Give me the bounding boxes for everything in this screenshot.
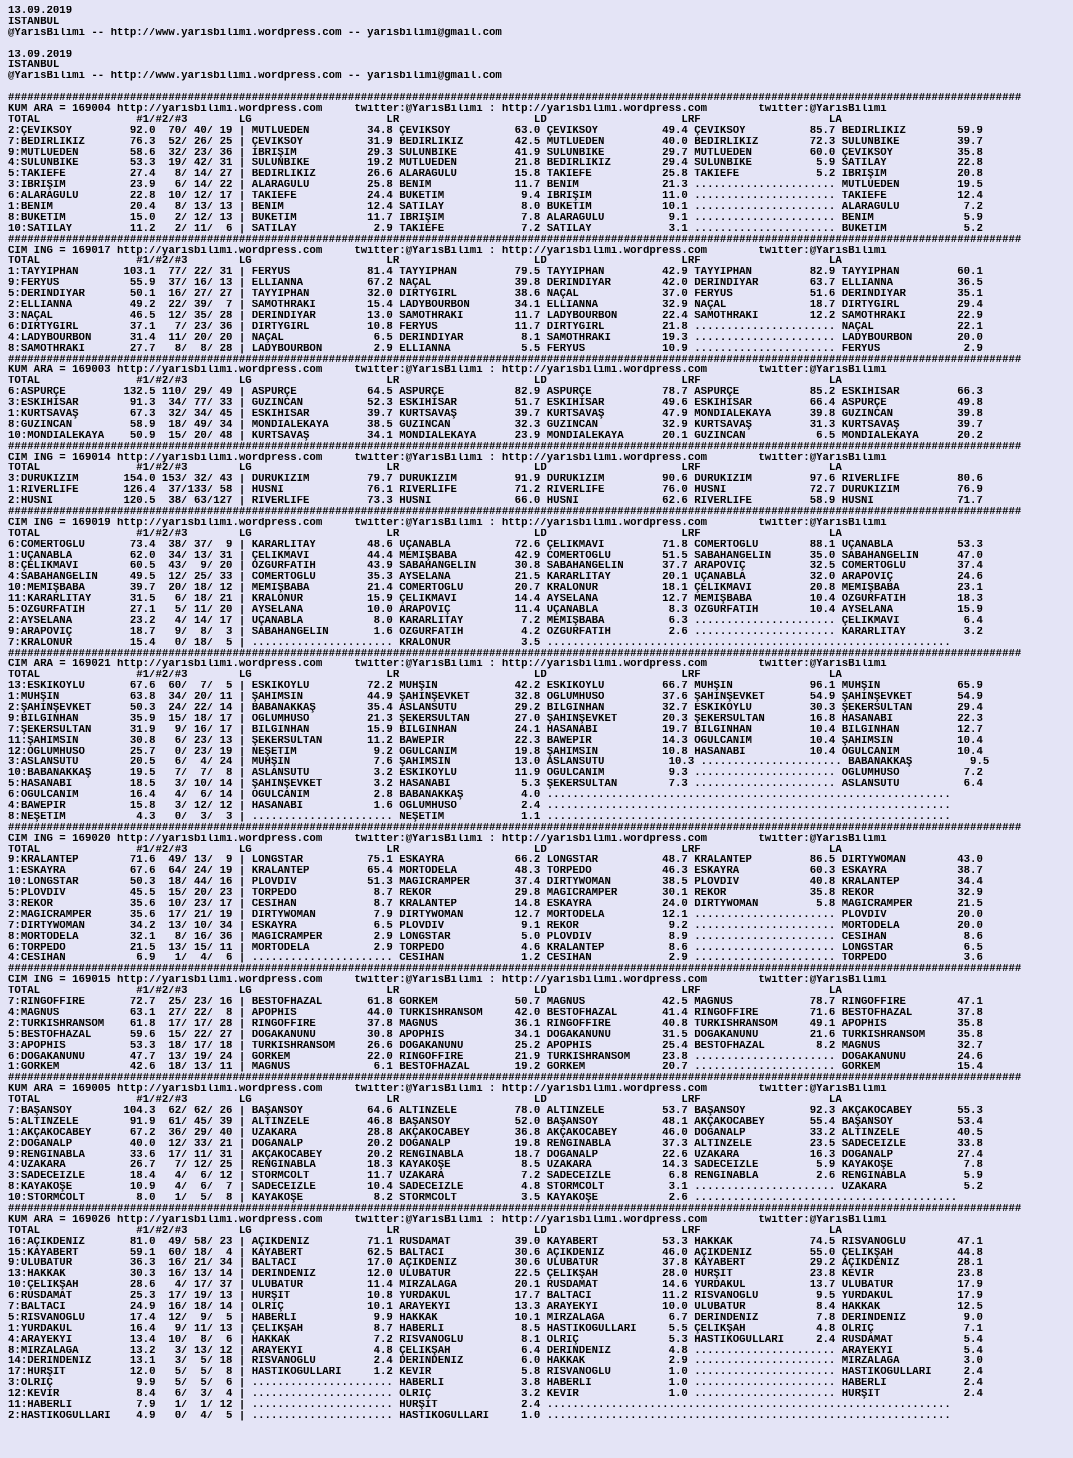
report-line: 10:STORMCOLT 8.0 1/ 5/ 8 | KAYAKOŞE 8.2 STORMCOLT 3.5 KAYAKOŞE 2.6 ......................................... bbox=[8, 1193, 958, 1204]
report-line: 6:ASPURÇE 132.5 110/ 29/ 49 | ASPURÇE 64.5 ASPURÇE 82.9 ASPURÇE 78.7 ASPURÇE 85.2 ESKİHİSAR 66.3 bbox=[8, 387, 983, 399]
report-line: 1:YURDAKUL 16.4 9/ 11/ 13 | ÇELİKŞAH 8.7 HABERLİ 8.5 HASTİKOGULLARI 5.5 ÇELİKŞAH 4.8 OLRİÇ 7.1 bbox=[8, 1323, 983, 1335]
report-line: CIM ARA = 169021 http://yarisbilimi.wordpress.com twitter:@YarisBilimi : http://yarisbilimi.wordpress.com twitter:@YarisBilimi bbox=[8, 659, 887, 671]
report-line: 9:ARAPOVİÇ 18.7 9/ 8/ 3 | SABAHANGELİN 1.6 ÖZGURFATİH 4.2 ÖZGURFATİH 2.6 ...................... KARARLITAY 3.2 bbox=[8, 626, 983, 638]
report-line: 17:HURŞİT 12.0 5/ 5/ 8 | HASTİKOGULLARI 1.2 KEVİR 5.8 RİSVANOĞLU 1.0 ...................... HASTİKOĞULLARI 2.4 bbox=[8, 1367, 983, 1379]
report-line: 4:UZAKARA 26.7 7/ 12/ 25 | RENGİNABLA 18.3 KAYAKOŞE 8.5 UZAKARA 14.3 SADECEİZLE 5.9 KAYAKOŞE 7.8 bbox=[8, 1160, 983, 1172]
report-line: ISTANBUL bbox=[8, 16, 60, 28]
report-line: 1:UÇANABLA 62.0 34/ 13/ 31 | ÇELİKMAVİ 44.4 MEMİŞBABA 42.9 CÖMERTOĞLU 51.5 SABAHANGELİN 35.0 SABAHANGELİN 47.0 bbox=[8, 550, 983, 562]
report-line: 9:KRALANTEP 71.6 49/ 13/ 9 | LONGSTAR 75.1 ESKAYRA 66.2 LONGSTAR 48.7 KRALANTEP 86.5 DİRTYWOMAN 43.0 bbox=[8, 855, 983, 867]
report-line: 2:MAGİCRAMPER 35.6 17/ 21/ 19 | DİRTYWOMAN 7.9 DİRTYWOMAN 12.7 MORTODELA 12.1 ...................... PLOVDİV 20.0 bbox=[8, 909, 983, 921]
report-line: 13:HAKKAK 30.3 16/ 13/ 14 | DERİNDENİZ 12.0 ULUBATUR 22.5 ÇELİKŞAH 28.0 HURŞİT 23.8 KEVİR 23.8 bbox=[8, 1269, 983, 1281]
report-line: CIM ING = 169020 http://yarisbilimi.wordpress.com twitter:@YarisBilimi : http://yarisbilimi.wordpress.com twitter:@YarisBilimi bbox=[8, 833, 887, 845]
report-line: 15:KAYABERT 59.1 60/ 18/ 4 | KAYABERT 62.5 BALTACI 30.6 AÇIKDENİZ 46.0 AÇIKDENİZ 55.0 ÇELİKŞAH 44.8 bbox=[8, 1247, 983, 1259]
report-line: 2:AYSELANA 23.2 4/ 14/ 17 | UÇANABLA 8.0 KARARLITAY 7.2 MEMİŞBABA 6.3 ...................... ÇELİKMAVİ 6.4 bbox=[8, 615, 983, 627]
report-line: 5:DERİNDİYAR 50.1 16/ 27/ 27 | TAYYİPHAN 32.0 DİRTYGİRL 38.6 NAÇAL 37.0 FERYUS 51.6 DERİNDİYAR 35.1 bbox=[8, 289, 983, 301]
report-line: 6:DİRTYGİRL 37.1 7/ 23/ 36 | DİRTYGİRL 10.8 FERYUS 11.7 DİRTYGİRL 21.8 ...................... NAÇAL 22.1 bbox=[8, 321, 983, 333]
report-line: TOTAL #1/#2/#3 LG LR LD LRF LA bbox=[8, 528, 842, 540]
report-line: @YarisBilimi -- http://www.yarisbilimi.wordpress.com -- yarisbilimi@gmail.com bbox=[8, 27, 502, 39]
report-line: 8:ÇELİKMAVİ 60.5 43/ 9/ 20 | ÖZGURFATİH 43.9 SABAHANGELİN 30.8 SABAHANGELİN 37.7 ARAPOVİÇ 32.5 CÖMERTOĞLU 37.4 bbox=[8, 561, 983, 573]
report-line: 2:HÜSNİ 120.5 38/ 63/127 | RİVERLİFE 73.3 HÜSNİ 66.0 HÜSNİ 62.6 RİVERLİFE 58.9 HÜSNİ 71.7 bbox=[8, 496, 983, 507]
report-line: 11:KARARLITAY 31.5 6/ 18/ 21 | KRALONUR 15.9 ÇELİKMAVİ 14.4 AYSELANA 12.7 MEMİŞBABA 10.4 ÖZGURFATİH 18.3 bbox=[8, 594, 983, 605]
report-line: KUM ARA = 169003 http://yarisbilimi.wordpress.com twitter:@YarisBilimi : http://yarisbilimi.wordpress.com twitter:@YarisBilimi bbox=[8, 365, 887, 377]
report-line: 10:ÇELİKŞAH 28.6 4/ 17/ 37 | ULUBATUR 11.4 MİRZALAĞA 20.1 RUSDAMAT 14.6 YURDAKUL 13.7 ULUBATUR 17.9 bbox=[8, 1280, 983, 1292]
report-line: 3:APOPHİS 53.3 18/ 17/ 18 | TURKİSHRANSOM 26.6 DOĞAKANUNU 25.2 APOPHİS 25.4 BESTOFHAZAL 8.2 MAGNUS 32.7 bbox=[8, 1040, 983, 1052]
report-line: 3:NAÇAL 46.5 12/ 35/ 28 | DERİNDİYAR 13.0 SAMOTHRAKİ 11.7 LADYBOURBON 22.4 SAMOTHRAKİ 12.2 SAMOTHRAKİ 22.9 bbox=[8, 310, 983, 322]
separator-line: ############################################################################################################################################################## bbox=[8, 441, 1022, 453]
report-line: KUM ARA = 169004 http://yarisbilimi.wordpress.com twitter:@YarisBilimi : http://yarisbilimi.wordpress.com twitter:@YarisBilimi bbox=[8, 104, 887, 115]
report-line: 4:SABAHANGELİN 49.5 12/ 25/ 33 | CÖMERTOĞLU 35.3 AYSELANA 21.5 KARARLITAY 20.1 UÇANABLA 32.0 ARAPOVİÇ 24.6 bbox=[8, 572, 983, 584]
report-line: TOTAL #1/#2/#3 LG LR LD LRF LA bbox=[8, 670, 842, 682]
report-line: 6:ALARAGULÜ 22.8 10/ 12/ 17 | TAKİEFE 24.4 BUKETİM 9.4 İBRİŞİM 11.0 ...................... TAKİEFE 12.4 bbox=[8, 191, 983, 203]
report-line: 13.09.2019 bbox=[8, 49, 73, 61]
separator-line: ############################################################################################################################################################## bbox=[8, 648, 1022, 660]
report-line: 12:OĞLUMHÜSO 25.7 0/ 23/ 19 | NEŞETİM 9.2 OĞULCANİM 19.8 ŞAHİMSİN 10.8 HASANABİ 10.4 OĞULCANİM 10.4 bbox=[8, 746, 983, 758]
report-line: 5:RİSVANOĞLU 17.4 12/ 9/ 5 | HABERLİ 9.9 HAKKAK 10.1 MİRZALAĞA 6.7 DERİNDENİZ 7.8 DERİNDENİZ 9.0 bbox=[8, 1312, 983, 1324]
report-line bbox=[8, 82, 1073, 93]
report-line: TOTAL #1/#2/#3 LG LR LD LRF LA bbox=[8, 376, 842, 388]
report-line: 12:KEVİR 8.4 6/ 3/ 4 | ...................... OLRİÇ 3.2 KEVİR 1.0 ...................... HURŞİT 2.4 bbox=[8, 1389, 983, 1400]
report-line: 2:DOĞANALP 40.0 12/ 33/ 21 | DOĞANALP 20.2 DOĞANALP 19.8 RENGİNABLA 37.3 ALTINZELE 23.5 SADECEİZLE 33.8 bbox=[8, 1138, 983, 1150]
report-line: 6:CÖMERTOĞLU 73.4 38/ 37/ 9 | KARARLITAY 48.6 UÇANABLA 72.6 ÇELİKMAVİ 71.8 CÖMERTOĞLU 88.1 UÇANABLA 53.3 bbox=[8, 539, 983, 551]
report-line: 1:AKÇAKOCABEY 67.2 36/ 29/ 40 | UZAKARA 28.8 AKÇAKOCABEY 36.8 AKÇAKOCABEY 46.0 DOĞANALP 33.2 ALTINZELE 40.5 bbox=[8, 1127, 983, 1139]
separator-line: ############################################################################################################################################################## bbox=[8, 234, 1022, 246]
report-line: 5:ÖZGURFATİH 27.1 5/ 11/ 20 | AYSELANA 10.0 ARAPOVİÇ 11.4 UÇANABLA 8.3 ÖZGURFATİH 10.4 AYSELANA 15.9 bbox=[8, 604, 983, 616]
report-line: CIM ING = 169019 http://yarisbilimi.wordpress.com twitter:@YarisBilimi : http://yarisbilimi.wordpress.com twitter:@YarisBilimi bbox=[8, 517, 887, 529]
report-line: 3:İBRİŞİM 23.9 6/ 14/ 22 | ALARAGULÜ 25.8 BENİM 11.7 BENİM 21.3 ...................... MUTLUEDEN 19.5 bbox=[8, 180, 983, 192]
report-line: 7:BEDİRLİKIZ 76.3 52/ 26/ 25 | ÇEVİKSOY 31.9 BEDİRLİKIZ 42.5 MUTLUEDEN 40.0 BEDİRLİKIZ 72.3 SULUNBIKE 39.7 bbox=[8, 136, 983, 148]
report-line: 4:MAGNUS 63.1 27/ 22/ 8 | APOPHİS 44.0 TURKİSHRANSOM 42.0 BESTOFHAZAL 41.4 RİNGOFFİRE 71.6 BESTOFHAZAL 37.8 bbox=[8, 1007, 983, 1019]
report-line: 2:ÇEVİKSOY 92.0 70/ 40/ 19 | MUTLUEDEN 34.8 ÇEVİKSOY 63.0 ÇEVİKSOY 49.4 ÇEVİKSOY 85.7 BEDİRLİKIZ 59.9 bbox=[8, 125, 983, 137]
report-line: 8:MİRZALAĞA 13.2 3/ 13/ 12 | ARAYEKYİ 4.8 ÇELİKŞAH 6.4 DERİNDENİZ 4.8 ...................... ARAYEKYİ 5.4 bbox=[8, 1345, 983, 1357]
report-line: 6:TORPEDO 21.5 13/ 15/ 11 | MORTODELA 2.9 TORPEDO 4.6 KRALANTEP 8.6 ...................... LONGSTAR 6.5 bbox=[8, 942, 983, 954]
report-line: 7:BAŞANSOY 104.3 62/ 62/ 26 | BAŞANSOY 64.6 ALTINZELE 78.0 ALTINZELE 53.7 BAŞANSOY 92.3 AKÇAKOCABEY 55.3 bbox=[8, 1105, 983, 1117]
report-line: 10:MONDİALEKAYA 50.9 15/ 20/ 48 | KURTSAVAŞ 34.1 MONDİALEKAYA 23.9 MONDİALEKAYA 20.1 GÜZİNCAN 6.5 MONDİALEKAYA 20.2 bbox=[8, 430, 983, 442]
report-line: 2:ŞAHİNŞEVKET 50.3 24/ 22/ 14 | BABANAKKAŞ 35.4 ASLANSÜTÜ 29.2 BİLGİNHAN 32.7 ESKİKÖYLÜ 30.3 ŞEKERSULTAN 29.4 bbox=[8, 703, 983, 714]
report-line: KUM ARA = 169005 http://yarisbilimi.wordpress.com twitter:@YarisBilimi : http://yarisbilimi.wordpress.com twitter:@YarisBilimi bbox=[8, 1084, 887, 1096]
report-line: 3:ESKİHİSAR 91.3 34/ 77/ 33 | GÜZİNCAN 52.3 ESKİHİSAR 51.7 ESKİHİSAR 49.6 ESKİHİSAR 66.4 ASPURÇE 49.8 bbox=[8, 398, 983, 409]
report-line: 7:DİRTYWOMAN 34.2 13/ 10/ 34 | ESKAYRA 6.5 PLOVDİV 9.1 REKOR 9.2 ...................... MORTODELA 20.0 bbox=[8, 920, 983, 932]
report-line: TOTAL #1/#2/#3 LG LR LD LRF LA bbox=[8, 256, 842, 268]
report-line: 4:SULUNBIKE 53.3 19/ 42/ 31 | SULUNBIKE 19.2 MUTLUEDEN 21.8 BEDİRLİKIZ 29.4 SULUNBIKE 5.9 SATILAY 22.8 bbox=[8, 158, 983, 170]
report-line: 5:TAKİEFE 27.4 8/ 14/ 27 | BEDİRLİKIZ 26.6 ALARAGULÜ 15.8 TAKİEFE 25.8 TAKİEFE 5.2 İBRİŞİM 20.8 bbox=[8, 169, 983, 181]
report-line: 9:ULUBATUR 36.3 16/ 21/ 34 | BALTACI 17.0 AÇIKDENİZ 30.6 ULUBATUR 37.8 KAYABERT 29.2 AÇIKDENİZ 28.1 bbox=[8, 1258, 983, 1270]
report-line: 3:REKOR 35.6 10/ 23/ 17 | CESİHAN 8.7 KRALANTEP 14.8 ESKAYRA 24.0 DİRTYWOMAN 5.8 MAGİCRAMPER 21.5 bbox=[8, 899, 983, 910]
report-line: TOTAL #1/#2/#3 LG LR LD LRF LA bbox=[8, 1225, 842, 1237]
report-line: 10:SATILAY 11.2 2/ 11/ 6 | SATILAY 2.9 TAKİEFE 7.2 SATILAY 3.1 ...................... BUKETİM 5.2 bbox=[8, 223, 983, 235]
report-line: 4:LADYBOURBON 31.4 11/ 20/ 20 | NAÇAL 6.5 DERİNDİYAR 8.1 SAMOTHRAKİ 19.3 ...................... LADYBOURBON 20.0 bbox=[8, 332, 983, 344]
report-line: 2:ELLİANNA 49.2 22/ 39/ 7 | SAMOTHRAKİ 15.4 LADYBOURBON 34.1 ELLİANNA 32.9 NAÇAL 18.7 DİRTYGİRL 29.4 bbox=[8, 300, 983, 311]
report-line bbox=[8, 39, 1073, 50]
report-line: 4:ARAYEKYİ 13.4 10/ 8/ 6 | HAKKAK 7.2 RİSVANOĞLU 8.1 OLRİÇ 5.3 HASTİKOĞULLARI 2.4 RUSDAMAT 5.4 bbox=[8, 1334, 983, 1346]
report-line: 14:DERİNDENİZ 13.1 3/ 5/ 18 | RİSVANOĞLU 2.4 DERİNDENİZ 6.0 HAKKAK 2.9 ...................... MİRZALAĞA 3.0 bbox=[8, 1356, 983, 1368]
report-line: 1:GÖRKEM 42.6 18/ 13/ 11 | MAGNUS 6.1 BESTOFHAZAL 19.2 GÖRKEM 20.7 ...................... GÖRKEM 15.4 bbox=[8, 1062, 983, 1074]
report-line: TOTAL #1/#2/#3 LG LR LD LRF LA bbox=[8, 114, 842, 126]
report-line: 10:MEMİŞBABA 39.7 20/ 18/ 12 | MEMİŞBABA 21.4 CÖMERTOĞLU 20.7 KRALONUR 18.1 ÇELİKMAVİ 20.8 MEMİŞBABA 23.1 bbox=[8, 583, 983, 595]
separator-line: ############################################################################################################################################################## bbox=[8, 1203, 1022, 1215]
report-line: CIM ING = 169015 http://yarisbilimi.wordpress.com twitter:@YarisBilimi : http://yarisbilimi.wordpress.com twitter:@YarisBilimi bbox=[8, 975, 887, 987]
report-line: 1:RİVERLİFE 126.4 37/133/ 58 | HÜSNİ 76.1 RİVERLİFE 71.2 RİVERLİFE 76.0 HÜSNİ 72.7 DURUKIZIM 76.9 bbox=[8, 485, 983, 497]
report-line: 8:KAYAKOŞE 10.9 4/ 6/ 7 | SADECEİZLE 10.4 SADECEİZLE 4.8 STORMCOLT 3.1 ...................... UZAKARA 5.2 bbox=[8, 1182, 983, 1194]
report-line: CIM ING = 169014 http://yarisbilimi.wordpress.com twitter:@YarisBilimi : http://yarisbilimi.wordpress.com twitter:@YarisBilimi bbox=[8, 452, 887, 464]
report-line: 7:BALTACI 24.9 16/ 18/ 14 | OLRİÇ 10.1 ARAYEKYİ 13.3 ARAYEKYİ 10.0 ULUBATUR 8.4 HAKKAK 12.5 bbox=[8, 1301, 983, 1313]
report-line: ISTANBUL bbox=[8, 60, 60, 72]
separator-line: ############################################################################################################################################################## bbox=[8, 1073, 1022, 1085]
report-line: TOTAL #1/#2/#3 LG LR LD LRF LA bbox=[8, 463, 842, 475]
report-line: 7:KRALONUR 15.4 0/ 18/ 5 | ...................... KRALONUR 3.5 ............................................................... bbox=[8, 637, 951, 649]
report-line: TOTAL #1/#2/#3 LG LR LD LRF LA bbox=[8, 1095, 842, 1106]
report-line: 3:ASLANSÜTÜ 20.5 6/ 4/ 24 | MUHŞİN 7.6 ŞAHİMSİN 13.0 ASLANSÜTÜ 10.3 ...................... BABANAKKAŞ 9.5 bbox=[8, 757, 990, 769]
report-line: 5:ALTINZELE 91.9 61/ 45/ 39 | ALTINZELE 46.8 BAŞANSOY 52.0 BAŞANSOY 48.1 AKÇAKOCABEY 55.4 BAŞANSOY 53.4 bbox=[8, 1116, 983, 1128]
report-line: 1:MUHŞİN 63.8 34/ 20/ 11 | ŞAHİMSİN 44.9 ŞAHİNŞEVKET 32.8 OĞLUMHÜSO 37.6 ŞAHİNŞEVKET 54.9 ŞAHİNŞEVKET 54.9 bbox=[8, 692, 983, 703]
report-line: 3:SADECEİZLE 18.4 4/ 6/ 12 | STORMCOLT 11.7 UZAKARA 7.2 SADECEİZLE 6.8 RENGİNABLA 2.6 RENGİNABLA 5.9 bbox=[8, 1171, 983, 1183]
report-line: 10:LONGSTAR 50.3 18/ 44/ 16 | PLOVDİV 51.3 MAGİCRAMPER 37.4 DİRTYWOMAN 38.5 PLOVDİV 40.8 KRALANTEP 34.4 bbox=[8, 877, 983, 889]
separator-line: ############################################################################################################################################################## bbox=[8, 354, 1022, 366]
report-line: 8:SAMOTHRAKİ 27.7 8/ 8/ 28 | LADYBOURBON 2.9 ELLİANNA 5.5 FERYUS 10.9 ...................... FERYUS 2.9 bbox=[8, 343, 983, 355]
report-line: 10:BABANAKKAŞ 19.5 7/ 7/ 8 | ASLANSÜTÜ 3.2 ESKİKÖYLÜ 11.9 OĞULCANİM 9.3 ...................... OĞLUMHÜSO 7.2 bbox=[8, 768, 983, 780]
report-line: 13:ESKİKÖYLÜ 67.6 60/ 7/ 5 | ESKİKÖYLÜ 72.2 MUHŞİN 42.2 ESKİKÖYLÜ 66.7 MUHŞİN 96.1 MUHŞİN 65.9 bbox=[8, 681, 983, 693]
report-line: 9:RENGİNABLA 33.6 17/ 11/ 31 | AKÇAKOCABEY 20.2 RENGİNABLA 18.7 DOĞANALP 22.6 UZAKARA 16.3 DOĞANALP 27.4 bbox=[8, 1149, 983, 1161]
report-line: 1:KURTSAVAŞ 67.3 32/ 34/ 45 | ESKİHİSAR 39.7 KURTSAVAŞ 39.7 KURTSAVAŞ 47.9 MONDİALEKAYA 39.8 GÜZİNCAN 39.8 bbox=[8, 408, 983, 420]
report-line: 5:HASANABİ 18.5 3/ 10/ 14 | ŞAHİNŞEVKET 3.2 HASANABİ 5.3 ŞEKERSULTAN 7.3 ...................... ASLANSÜTÜ 6.4 bbox=[8, 779, 983, 791]
report-line: 3:OLRİÇ 9.9 5/ 5/ 6 | ...................... HABERLİ 3.8 HABERLİ 1.0 ...................... HABERLİ 2.4 bbox=[8, 1378, 983, 1390]
report-line: 8:MORTODELA 32.1 8/ 16/ 36 | MAGİCRAMPER 2.9 LONGSTAR 5.0 PLOVDİV 8.9 ...................... CESİHAN 8.6 bbox=[8, 931, 983, 943]
separator-line: ############################################################################################################################################################## bbox=[8, 506, 1022, 518]
report-line: 8:BUKETİM 15.0 2/ 12/ 13 | BUKETİM 11.7 İBRİŞİM 7.8 ALARAGULÜ 9.1 ...................... BENİM 5.9 bbox=[8, 212, 983, 224]
report-line: 3:DURUKIZIM 154.0 153/ 32/ 43 | DURUKIZIM 79.7 DURUKIZIM 91.9 DURUKIZIM 90.6 DURUKIZIM 97.6 RİVERLİFE 80.6 bbox=[8, 474, 983, 486]
report-line: 6:OĞULCANİM 16.4 4/ 6/ 14 | OĞULCANİM 2.8 BABANAKKAŞ 4.0 ............................................................... bbox=[8, 790, 951, 802]
report-line: 9:BİLGİNHAN 35.9 15/ 18/ 17 | OĞLUMHÜSO 21.3 ŞEKERSULTAN 27.0 ŞAHİNŞEVKET 20.3 ŞEKERSULTAN 16.8 HASANABİ 22.3 bbox=[8, 713, 983, 725]
separator-line: ############################################################################################################################################################## bbox=[8, 964, 1022, 976]
report-line: TOTAL #1/#2/#3 LG LR LD LRF LA bbox=[8, 844, 842, 856]
report-line: 1:BENİM 20.4 8/ 13/ 13 | BENİM 12.4 SATILAY 8.0 BUKETİM 10.1 ...................... ALARAGULÜ 7.2 bbox=[8, 202, 983, 213]
report-line: 7:ŞEKERSULTAN 31.9 9/ 16/ 17 | BİLGİNHAN 15.9 BİLGİNHAN 24.1 HASANABİ 19.7 BİLGİNHAN 10.4 BİLGİNHAN 12.7 bbox=[8, 724, 983, 736]
report-line: 1:ESKAYRA 67.6 64/ 24/ 19 | KRALANTEP 65.4 MORTODELA 48.3 TORPEDO 46.3 ESKAYRA 60.3 ESKAYRA 38.7 bbox=[8, 866, 983, 878]
report-line: 9:FERYUS 55.9 37/ 16/ 13 | ELLİANNA 67.2 NAÇAL 39.8 DERİNDİYAR 42.0 DERİNDİYAR 63.7 ELLİANNA 36.5 bbox=[8, 278, 983, 290]
report-line: 4:BAWEPİR 15.8 3/ 12/ 12 | HASANABİ 1.6 OĞLUMHÜSO 2.4 ............................................................... bbox=[8, 801, 951, 812]
report-line: 11:ŞAHİMSİN 30.8 6/ 23/ 13 | ŞEKERSULTAN 11.2 BAWEPİR 22.3 BAWEPİR 14.3 OĞULCANİM 10.4 ŞAHİMSİN 10.4 bbox=[8, 735, 983, 747]
report-line: 9:MUTLUEDEN 58.6 32/ 23/ 36 | İBRİŞİM 29.3 SULUNBIKE 41.9 SULUNBIKE 29.7 MUTLUEDEN 60.0 ÇEVİKSOY 35.8 bbox=[8, 147, 983, 159]
report-line: 6:RUSDAMAT 25.3 17/ 19/ 13 | HURŞİT 10.8 YURDAKUL 17.7 BALTACI 11.2 RİSVANOĞLU 9.5 YURDAKUL 17.9 bbox=[8, 1291, 983, 1302]
report-line: 2:HASTİKOĞULLARI 4.9 0/ 4/ 5 | ...................... HASTİKOĞULLARI 1.0 ............................................................... bbox=[8, 1410, 951, 1422]
report-line: 8:NEŞETİM 4.3 0/ 3/ 3 | ...................... NEŞETİM 1.1 ............................................................... bbox=[8, 811, 951, 823]
report-line: 4:CESİHAN 6.9 1/ 4/ 6 | ...................... CESİHAN 1.2 CESİHAN 2.9 ...................... TORPEDO 3.6 bbox=[8, 953, 983, 965]
report-line: 13.09.2019 bbox=[8, 6, 73, 17]
report-line: 11:HABERLİ 7.9 1/ 1/ 12 | ...................... HURŞİT 2.4 ............................................................... bbox=[8, 1400, 951, 1411]
report-line: @YarisBilimi -- http://www.yarisbilimi.wordpress.com -- yarisbilimi@gmail.com bbox=[8, 71, 502, 83]
report-line: KUM ARA = 169026 http://yarisbilimi.wordpress.com twitter:@YarisBilimi : http://yarisbilimi.wordpress.com twitter:@YarisBilimi bbox=[8, 1214, 887, 1226]
report-line: 8:GÜZİNCAN 58.9 18/ 49/ 34 | MONDİALEKAYA 38.5 GÜZİNCAN 32.3 GÜZİNCAN 32.9 KURTSAVAŞ 31.3 KURTSAVAŞ 39.7 bbox=[8, 419, 983, 431]
report-line: TOTAL #1/#2/#3 LG LR LD LRF LA bbox=[8, 986, 842, 998]
report-line: 6:DOĞAKANUNU 47.7 13/ 19/ 24 | GÖRKEM 22.0 RİNGOFFİRE 21.9 TURKİSHRANSOM 23.8 ...................... DOĞAKANUNU 24.6 bbox=[8, 1051, 983, 1063]
report-line: 2:TURKİSHRANSOM 61.8 17/ 17/ 28 | RİNGOFFİRE 37.8 MAGNUS 36.1 RİNGOFFİRE 40.8 TURKİSHRANSOM 49.1 APOPHİS 35.8 bbox=[8, 1018, 983, 1030]
separator-line: ############################################################################################################################################################## bbox=[8, 822, 1022, 834]
report-line: 5:BESTOFHAZAL 59.6 15/ 22/ 27 | DOĞAKANUNU 30.8 APOPHİS 34.1 DOĞAKANUNU 31.5 DOĞAKANUNU 21.6 TURKİSHRANSOM 35.8 bbox=[8, 1029, 983, 1041]
separator-line: ############################################################################################################################################################## bbox=[8, 93, 1022, 105]
report-line: 7:RİNGOFFİRE 72.7 25/ 23/ 16 | BESTOFHAZAL 61.8 GÖRKEM 50.7 MAGNUS 42.5 MAGNUS 78.7 RİNGOFFİRE 47.1 bbox=[8, 997, 983, 1008]
report-line: CIM ING = 169017 http://yarisbilimi.wordpress.com twitter:@YarisBilimi : http://yarisbilimi.wordpress.com twitter:@YarisBilimi bbox=[8, 245, 887, 257]
report-line: 16:AÇIKDENİZ 81.0 49/ 58/ 23 | AÇIKDENİZ 71.1 RUSDAMAT 39.0 KAYABERT 53.3 HAKKAK 74.5 RİSVANOĞLU 47.1 bbox=[8, 1236, 983, 1248]
report-line: 5:PLOVDİV 45.5 15/ 20/ 23 | TORPEDO 8.7 REKOR 29.8 MAGİCRAMPER 30.1 REKOR 35.8 REKOR 32.9 bbox=[8, 888, 983, 900]
report-line: 1:TAYYİPHAN 103.1 77/ 22/ 31 | FERYUS 81.4 TAYYİPHAN 79.5 TAYYİPHAN 42.9 TAYYİPHAN 82.9 TAYYİPHAN 60.1 bbox=[8, 267, 983, 279]
